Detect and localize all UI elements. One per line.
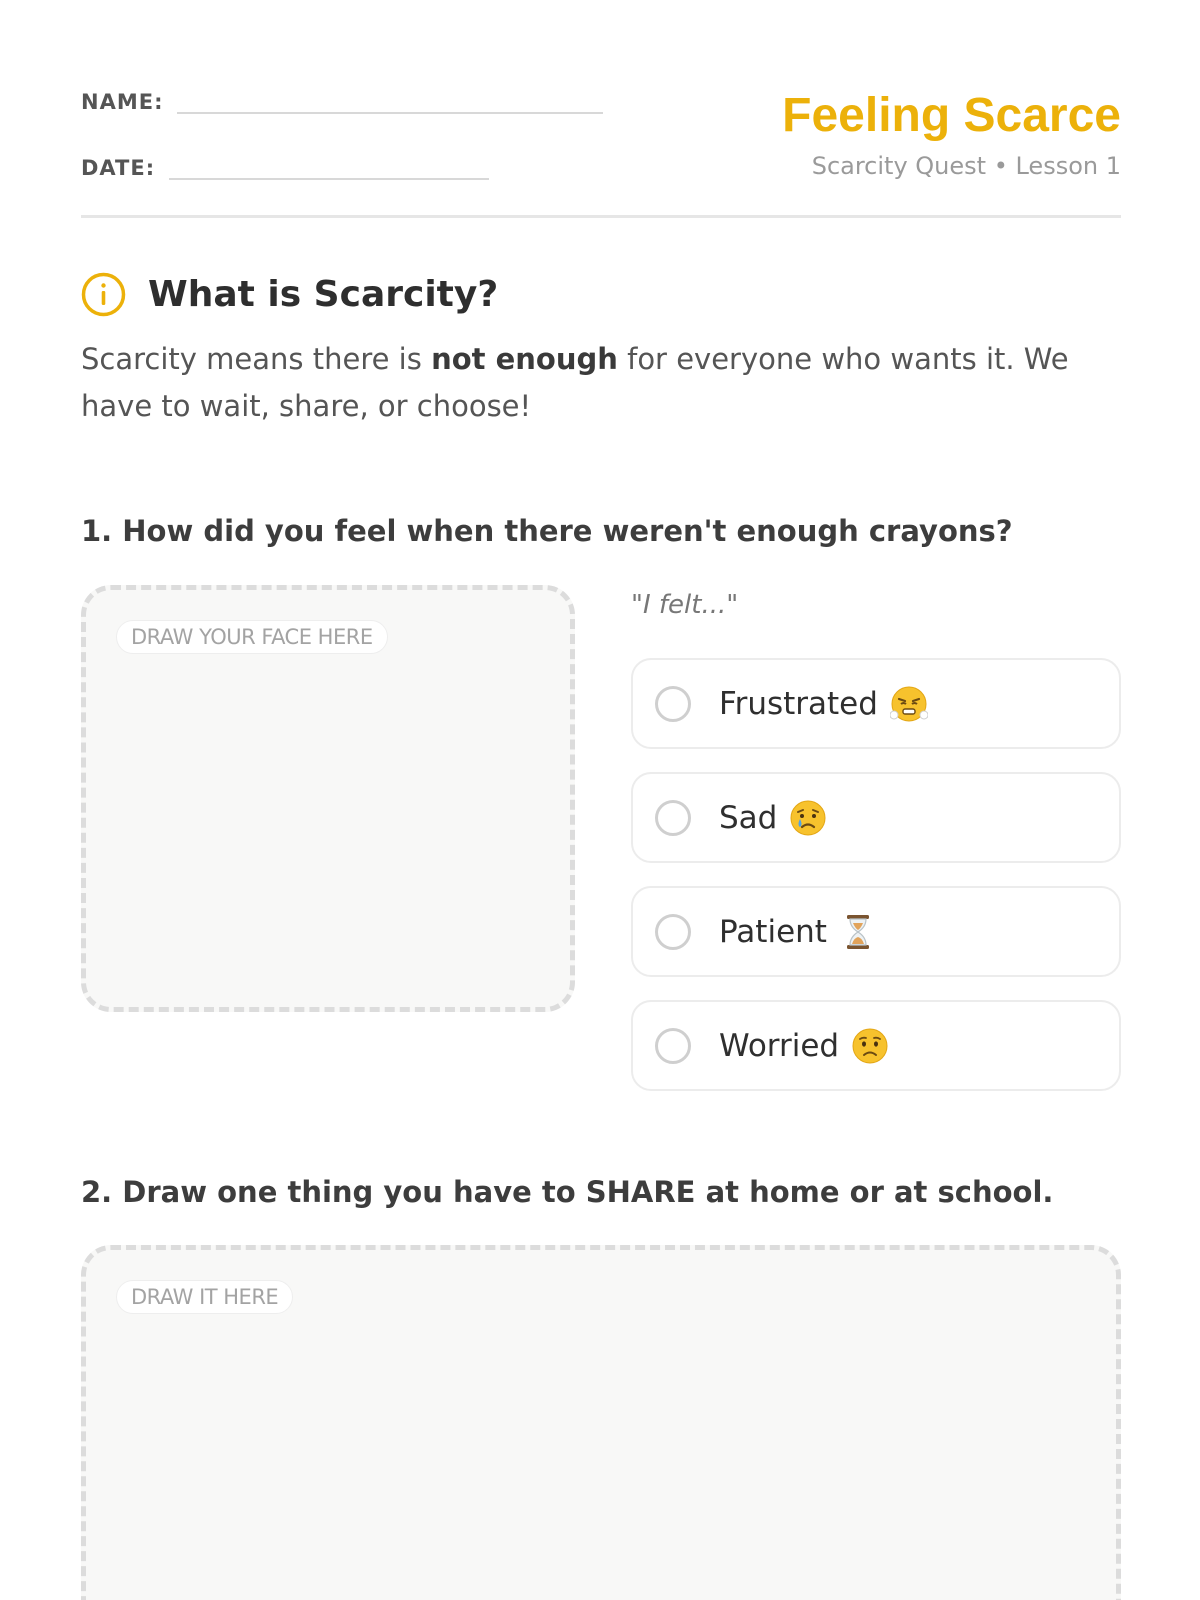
- option-worried[interactable]: [631, 1000, 1121, 1091]
- worksheet-header: [81, 78, 1121, 218]
- info-text-end: for everyone who wants it. We have to wait, share, or choose!: [81, 342, 1069, 423]
- worksheet-page: [81, 0, 1121, 1600]
- name-field: [81, 86, 603, 114]
- draw-share-tag: DRAW IT HERE: [116, 1280, 293, 1314]
- radio-button[interactable]: [655, 686, 691, 722]
- radio-button[interactable]: [655, 914, 691, 950]
- info-text-start: Scarcity means there is: [81, 342, 432, 376]
- option-label: Frustrated: [719, 685, 878, 722]
- info-description: [81, 336, 1121, 430]
- option-sad[interactable]: [631, 772, 1121, 863]
- info-heading: [81, 272, 498, 317]
- option-frustrated[interactable]: [631, 658, 1121, 749]
- felt-prompt: "I felt...": [631, 590, 739, 620]
- name-label: NAME:: [81, 90, 164, 114]
- radio-button[interactable]: [655, 1028, 691, 1064]
- draw-share-box[interactable]: [81, 1245, 1121, 1600]
- option-label: Sad: [719, 799, 778, 836]
- page-title: Feeling Scarce: [782, 89, 1121, 142]
- info-title: What is Scarcity?: [148, 274, 499, 315]
- title-block: [782, 90, 1121, 180]
- info-icon: [81, 272, 126, 317]
- draw-face-box[interactable]: [81, 585, 575, 1012]
- frustrated-face-icon: [890, 685, 928, 723]
- hourglass-icon: [839, 913, 877, 951]
- option-patient[interactable]: [631, 886, 1121, 977]
- date-input-line[interactable]: [169, 152, 489, 180]
- draw-face-tag: DRAW YOUR FACE HERE: [116, 620, 388, 654]
- crying-face-icon: [789, 799, 827, 837]
- date-field: [81, 152, 489, 180]
- info-text-bold: not enough: [431, 342, 618, 376]
- radio-button[interactable]: [655, 800, 691, 836]
- option-label: Worried: [719, 1027, 840, 1064]
- worried-face-icon: [851, 1027, 889, 1065]
- page-subtitle: Scarcity Quest • Lesson 1: [811, 152, 1121, 180]
- question-1: 1. How did you feel when there weren't enough crayons?: [81, 514, 1013, 548]
- feeling-options: [631, 658, 1121, 1114]
- option-label: Patient: [719, 913, 827, 950]
- name-input-line[interactable]: [177, 86, 603, 114]
- date-label: DATE:: [81, 156, 156, 180]
- question-2: 2. Draw one thing you have to SHARE at home or at school.: [81, 1175, 1054, 1209]
